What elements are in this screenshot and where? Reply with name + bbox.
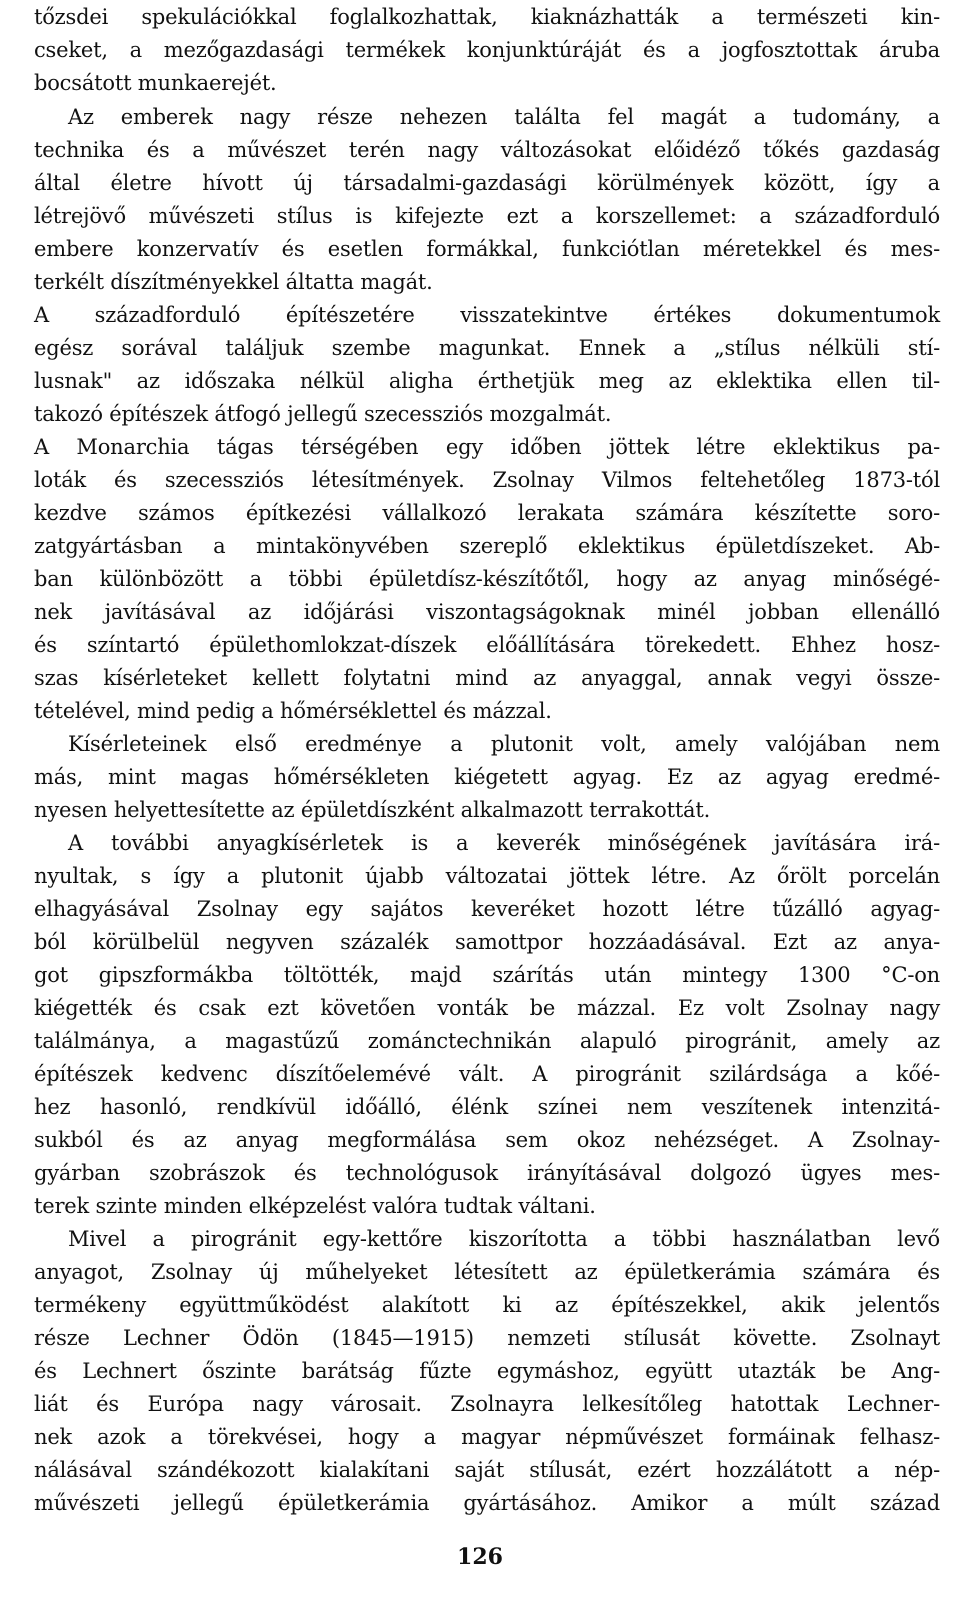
text-line: got gipszformákba töltötték, majd szárítás után mintegy 1300 °C-on	[34, 963, 940, 987]
text-line: ban különbözött a többi épületdísz-készítőtől, hogy az anyag minőségé-	[34, 567, 940, 591]
text-line: terkélt díszítményekkel áltatta magát.	[34, 270, 433, 294]
text-line: tételével, mind pedig a hőmérséklettel és mázzal.	[34, 699, 552, 723]
text-line: zatgyártásban a mintakönyvében szereplő eklektikus épületdíszeket. Ab-	[34, 534, 940, 558]
text-line: lusnak" az időszaka nélkül aligha érthetjük meg az eklektika ellen til-	[34, 369, 940, 393]
text-line: Az emberek nagy része nehezen találta fel magát a tudomány, a	[68, 105, 940, 129]
text-line: cseket, a mezőgazdasági termékek konjunktúráját és a jogfosztottak áruba	[34, 38, 940, 62]
text-line: nek azok a törekvései, hogy a magyar népművészet formáinak felhasz-	[34, 1425, 940, 1449]
text-line: A további anyagkísérletek is a keverék minőségének javítására irá-	[68, 831, 940, 855]
text-line: hez hasonló, rendkívül időálló, élénk színei nem veszítenek intenzitá-	[34, 1095, 940, 1119]
text-line: egész sorával találjuk szembe magunkat. Ennek a „stílus nélküli stí-	[34, 336, 940, 360]
text-line: loták és szecessziós létesítmények. Zsolnay Vilmos feltehetőleg 1873-tól	[34, 468, 940, 492]
text-line: nyesen helyettesítette az épületdíszként alkalmazott terrakottát.	[34, 798, 711, 822]
text-line: embere konzervatív és esetlen formákkal, funkciótlan méretekkel és mes-	[34, 237, 940, 261]
text-line: sukból és az anyag megformálása sem okoz nehézséget. A Zsolnay-	[34, 1128, 940, 1152]
text-line: A Monarchia tágas térségében egy időben jöttek létre eklektikus pa-	[34, 435, 940, 459]
text-line: Mivel a pirogránit egy-kettőre kiszorította a többi használatban levő	[68, 1227, 940, 1251]
text-line: és színtartó épülethomlokzat-díszek előállítására törekedett. Ehhez hosz-	[34, 633, 940, 657]
text-line: tőzsdei spekulációkkal foglalkozhattak, kiaknázhatták a természeti kin-	[34, 5, 940, 29]
text-line: A századforduló építészetére visszatekintve értékes dokumentumok	[34, 303, 940, 327]
text-line: kiégették és csak ezt követően vonták be mázzal. Ez volt Zsolnay nagy	[34, 996, 940, 1020]
text-line: anyagot, Zsolnay új műhelyeket létesített az épületkerámia számára és	[34, 1260, 940, 1284]
text-line: nek javításával az időjárási viszontagságoknak minél jobban ellenálló	[34, 600, 940, 624]
text-line: létrejövő művészeti stílus is kifejezte ezt a korszellemet: a századforduló	[34, 204, 940, 228]
text-line: takozó építészek átfogó jellegű szecessziós mozgalmát.	[34, 402, 612, 426]
text-line: része Lechner Ödön (1845—1915) nemzeti stílusát követte. Zsolnayt	[34, 1326, 940, 1350]
text-line: és Lechnert őszinte barátság fűzte egymáshoz, együtt utazták be Ang-	[34, 1359, 940, 1383]
text-line: találmánya, a magastűzű zománctechnikán alapuló pirogránit, amely az	[34, 1029, 940, 1053]
text-line: Kísérleteinek első eredménye a plutonit volt, amely valójában nem	[68, 732, 940, 756]
text-line: nálásával szándékozott kialakítani saját stílusát, ezért hozzálátott a nép-	[34, 1458, 940, 1482]
text-line: szas kísérleteket kellett folytatni mind az anyaggal, annak vegyi össze-	[34, 666, 940, 690]
page-number: 126	[457, 1544, 503, 1570]
text-line: nyultak, s így a plutonit újabb változatai jöttek létre. Az őrölt porcelán	[34, 864, 940, 888]
text-line: más, mint magas hőmérsékleten kiégetett agyag. Ez az agyag eredmé-	[34, 765, 940, 789]
text-line: termékeny együttműködést alakított ki az építészekkel, akik jelentős	[34, 1293, 940, 1317]
text-line: gyárban szobrászok és technológusok irányításával dolgozó ügyes mes-	[34, 1161, 940, 1185]
text-line: művészeti jellegű épületkerámia gyártásához. Amikor a múlt század	[34, 1491, 940, 1515]
text-line: építészek kedvenc díszítőelemévé vált. A pirogránit szilárdsága a kőé-	[34, 1062, 940, 1086]
text-line: liát és Európa nagy városait. Zsolnayra lelkesítőleg hatottak Lechner-	[34, 1392, 940, 1416]
text-line: terek szinte minden elképzelést valóra tudtak váltani.	[34, 1194, 596, 1218]
text-line: által életre hívott új társadalmi-gazdasági körülmények között, így a	[34, 171, 940, 195]
text-line: elhagyásával Zsolnay egy sajátos keveréket hozott létre tűzálló agyag-	[34, 897, 940, 921]
text-line: technika és a művészet terén nagy változásokat előidéző tőkés gazdaság	[34, 138, 940, 162]
text-line: ból körülbelül negyven százalék samottpor hozzáadásával. Ezt az anya-	[34, 930, 940, 954]
text-line: bocsátott munkaerejét.	[34, 71, 277, 95]
text-line: kezdve számos építkezési vállalkozó lerakata számára készítette soro-	[34, 501, 940, 525]
